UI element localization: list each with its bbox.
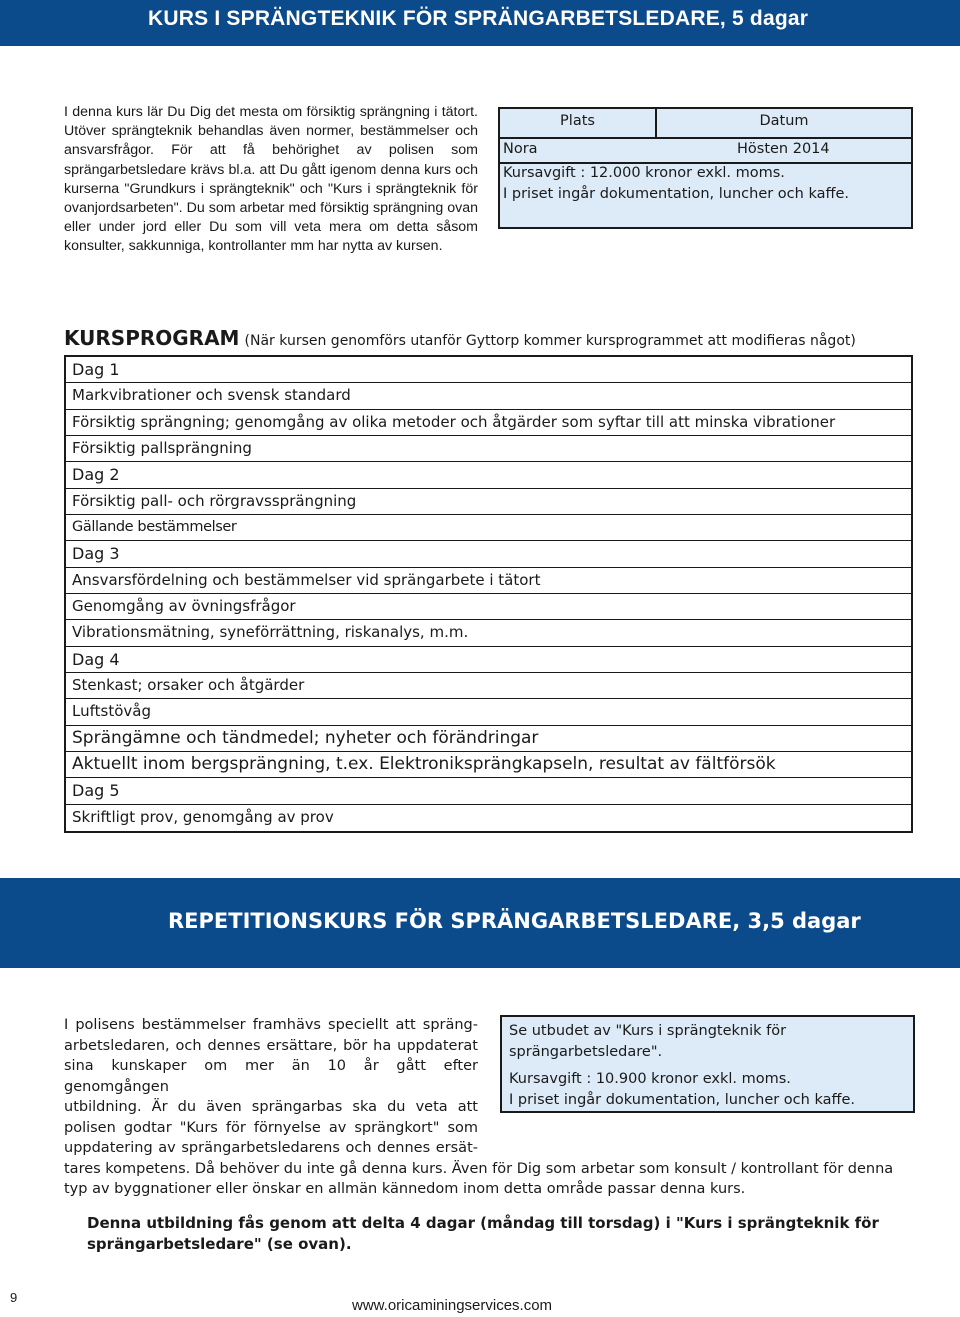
plats-value: Nora [503, 141, 538, 157]
paragraph-line: sina kunskaper om mer än 10 år gått efter genomgången [64, 1058, 478, 1095]
paragraph-line: uppdatering av sprängarbetsledarens och dennes ersät- [64, 1140, 478, 1156]
info-value-row [500, 137, 911, 164]
program-table [64, 355, 913, 833]
paragraph-line: polisen godtar "Kurs för förnyelse av sprängkort" som [64, 1119, 478, 1136]
paragraph-line: utbildning. Är du även sprängarbas ska du veta att [64, 1099, 478, 1115]
program-row: Dag 4 [66, 647, 911, 673]
program-subtitle: (När kursen genomförs utanför Gyttorp kommer kursprogrammet att modifieras något) [244, 333, 856, 349]
repetition-notice: Denna utbildning fås genom att delta 4 dagar (måndag till torsdag) i "Kurs i sprängteknik för sprängarbetsledare" (se ovan). [87, 1214, 879, 1253]
program-row: Dag 2 [66, 462, 911, 488]
program-row: Skriftligt prov, genomgång av prov [72, 807, 334, 826]
paragraph-line: arbetsledaren, och dennes ersättare, bör ha uppdaterat [64, 1037, 478, 1054]
repetition-fee: Kursavgift : 10.900 kronor exkl. moms. [509, 1071, 791, 1087]
paragraph-line: typ av byggnationer eller önskar en allmän kännedom inom detta område passar denna kurs. [64, 1181, 746, 1197]
program-row: Genomgång av övningsfrågor [66, 594, 911, 620]
paragraph-line: I polisens bestämmelser framhävs speciellt att spräng- [64, 1017, 478, 1033]
datum-header: Datum [759, 113, 809, 129]
repetition-banner [0, 878, 960, 968]
repetition-title: REPETITIONSKURS FÖR SPRÄNGARBETSLEDARE, 3,5 dagar [168, 909, 861, 933]
program-row: Gällande bestämmelser [66, 515, 911, 541]
plats-header: Plats [560, 113, 595, 129]
program-row: Dag 3 [66, 541, 911, 567]
repetition-price-includes: I priset ingår dokumentation, luncher och kaffe. [509, 1091, 855, 1108]
page-number: 9 [10, 1290, 18, 1305]
price-includes: I priset ingår dokumentation, luncher och kaffe. [503, 186, 849, 202]
course-fee: Kursavgift : 12.000 kronor exkl. moms. [503, 165, 785, 181]
program-row: Försiktig pallsprängning [66, 436, 911, 462]
repetition-info-box [500, 1015, 915, 1113]
title-banner [0, 0, 960, 46]
datum-value: Hösten 2014 [737, 141, 830, 157]
program-heading [64, 326, 856, 350]
program-row: Försiktig sprängning; genomgång av olika metoder och åtgärder som syftar till att minska vibrationer [66, 410, 911, 436]
program-row: Aktuellt inom bergsprängning, t.ex. Elektroniksprängkapseln, resultat av fältförsök [66, 752, 911, 778]
program-row: Ansvarsfördelning och bestämmelser vid sprängarbete i tätort [66, 568, 911, 594]
program-row: Dag 1 [66, 357, 912, 383]
see-offer: Se utbudet av "Kurs i sprängteknik för sprängarbetsledare". [509, 1023, 787, 1060]
program-title: KURSPROGRAM [64, 326, 240, 350]
intro-paragraph: I denna kurs lär Du Dig det mesta om försiktig sprängning i tätort. Utöver sprängteknik behandlas även normer, bestämmelser och ansvarsfrågor. För att få behörighet av polisen som sprängarbetsledare krävs bl.a. att Du gått igenom denna kurs och kurserna "Grundkurs i sprängteknik" och "Kurs i sprängteknik för ovanjordsarbeten". Du som arbetar med försiktig sprängning ovan eller under jord eller Du som vill veta mera om detta såsom konsulter, sakkunniga, kontrollanter mm har nytta av kursen. [64, 104, 478, 255]
program-row: Sprängämne och tändmedel; nyheter och förändringar [66, 726, 911, 752]
program-row: Stenkast; orsaker och åtgärder [66, 673, 911, 699]
program-row: Markvibrationer och svensk standard [66, 383, 912, 409]
footer-website: www.oricaminingservices.com [352, 1297, 553, 1314]
paragraph-line: tares kompetens. Då behöver du inte gå denna kurs. Även för Dig som arbetar som konsult / kontrollant för denna [64, 1160, 894, 1177]
program-row: Luftstövåg [66, 699, 911, 725]
program-row: Vibrationsmätning, syneförrättning, riskanalys, m.m. [66, 620, 911, 646]
info-header-row [500, 109, 911, 139]
program-row: Dag 5 [66, 778, 911, 804]
program-row: Försiktig pall- och rörgravssprängning [66, 489, 911, 515]
page-title: KURS I SPRÄNGTEKNIK FÖR SPRÄNGARBETSLEDARE, 5 dagar [148, 7, 809, 30]
course-info-box [498, 107, 913, 229]
